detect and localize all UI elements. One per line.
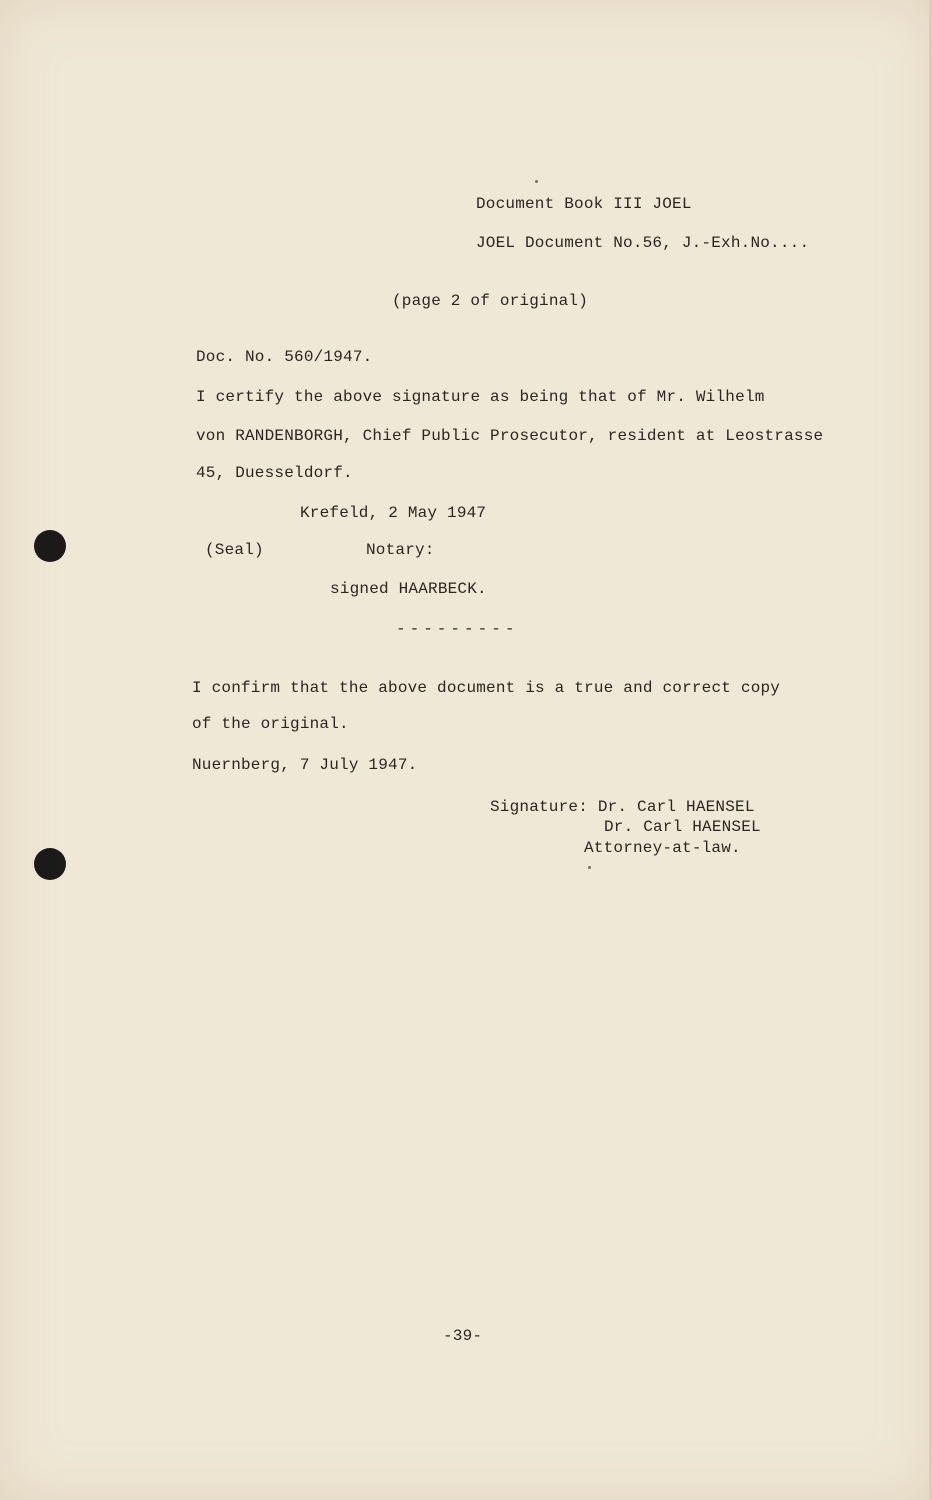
seal-label: (Seal) bbox=[205, 541, 264, 559]
speck bbox=[588, 866, 591, 869]
punch-hole-bottom bbox=[34, 848, 66, 880]
notary-label: Notary: bbox=[366, 541, 435, 559]
document-reference-line: JOEL Document No.56, J.-Exh.No.... bbox=[476, 234, 810, 252]
speck bbox=[535, 180, 538, 183]
certificate-place-date: Krefeld, 2 May 1947 bbox=[300, 504, 487, 522]
confirmation-place-date: Nuernberg, 7 July 1947. bbox=[192, 756, 418, 774]
separator-line: --------- bbox=[396, 620, 519, 638]
confirm-line-2: of the original. bbox=[192, 715, 349, 733]
signature-line-1: Signature: Dr. Carl HAENSEL bbox=[490, 798, 755, 816]
signature-line-2: Dr. Carl HAENSEL bbox=[604, 818, 761, 836]
page-number: -39- bbox=[443, 1327, 483, 1345]
confirm-line-1: I confirm that the above document is a true and correct copy bbox=[192, 679, 781, 697]
notary-signed: signed HAARBECK. bbox=[330, 580, 487, 598]
certify-line-2: von RANDENBORGH, Chief Public Prosecutor, resident at Leostrasse bbox=[196, 427, 824, 445]
doc-number: Doc. No. 560/1947. bbox=[196, 348, 373, 366]
document-book-line: Document Book III JOEL bbox=[476, 195, 692, 213]
signature-title: Attorney-at-law. bbox=[584, 839, 741, 857]
certify-line-1: I certify the above signature as being that of Mr. Wilhelm bbox=[196, 388, 765, 406]
certify-line-3: 45, Duesseldorf. bbox=[196, 464, 353, 482]
punch-hole-top bbox=[34, 530, 66, 562]
page-note: (page 2 of original) bbox=[392, 292, 589, 310]
